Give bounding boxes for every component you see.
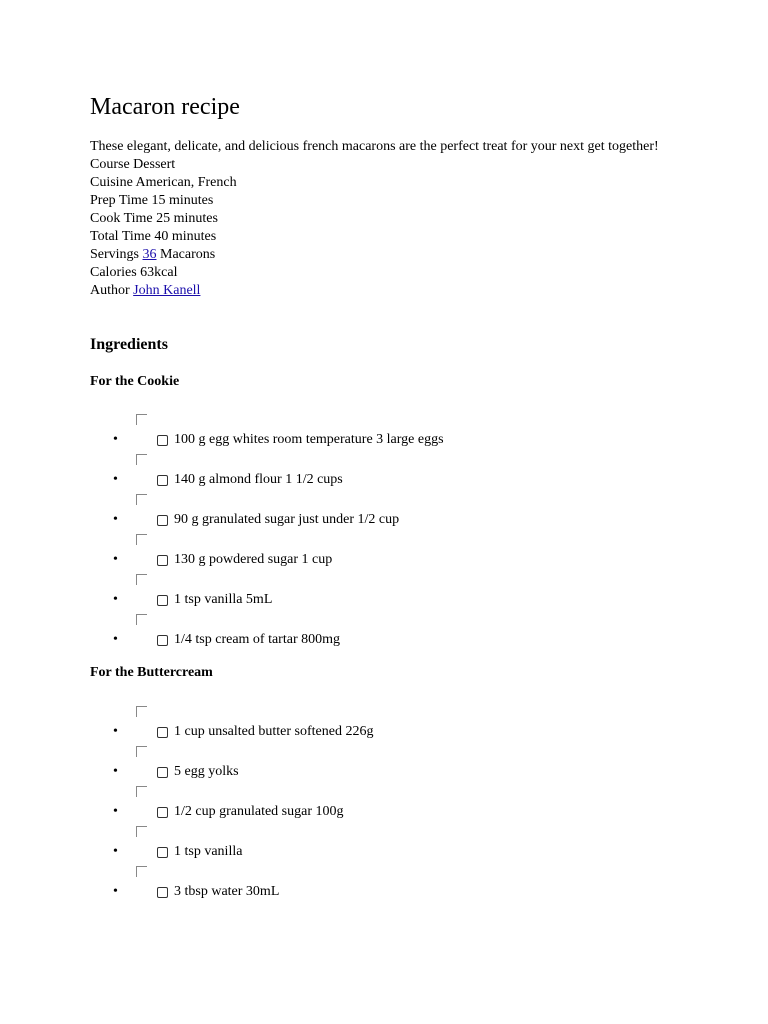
bullet-icon: • [113, 432, 118, 447]
checkbox-image-icon [136, 614, 147, 625]
bullet-icon: • [113, 512, 118, 527]
course-value: Dessert [133, 157, 176, 172]
ingredient-item [90, 551, 690, 591]
buttercream-ingredient-list [90, 723, 690, 923]
bullet-icon: • [113, 552, 118, 567]
checkbox-image-icon [136, 706, 147, 717]
total-time-value: 40 minutes [154, 229, 217, 244]
ingredient-item [90, 883, 690, 923]
checkbox-image-icon [136, 534, 147, 545]
page-title: Macaron recipe [90, 94, 240, 120]
bullet-icon: • [113, 884, 118, 899]
checkbox-image-icon [136, 826, 147, 837]
buttercream-section-heading: For the Buttercream [90, 665, 213, 680]
servings-row [90, 246, 660, 264]
calories-row [90, 264, 660, 282]
cookie-section-heading: For the Cookie [90, 374, 180, 389]
checkbox-image-icon [136, 866, 147, 877]
servings-unit: Macarons [160, 247, 216, 262]
checkbox-image-icon [136, 746, 147, 757]
ingredient-item [90, 511, 690, 551]
bullet-icon: • [113, 844, 118, 859]
ingredient-item [90, 471, 690, 511]
ingredient-text: 90 g granulated sugar just under 1/2 cup [174, 512, 400, 527]
author-link[interactable]: John Kanell [133, 283, 201, 298]
ingredient-checkbox[interactable] [157, 887, 168, 898]
checkbox-image-icon [136, 414, 147, 425]
ingredient-item [90, 843, 690, 883]
checkbox-image-icon [136, 454, 147, 465]
checkbox-image-icon [136, 494, 147, 505]
author-row [90, 282, 660, 300]
ingredient-text: 1 tsp vanilla 5mL [174, 592, 273, 607]
ingredient-text: 5 egg yolks [174, 764, 239, 779]
cuisine-value: American, French [135, 175, 237, 190]
ingredient-item [90, 723, 690, 763]
ingredient-text: 1 cup unsalted butter softened 226g [174, 724, 374, 739]
checkbox-image-icon [136, 786, 147, 797]
author-label: Author [90, 283, 130, 298]
ingredient-checkbox[interactable] [157, 767, 168, 778]
bullet-icon: • [113, 724, 118, 739]
servings-label: Servings [90, 247, 139, 262]
course-label: Course [90, 157, 130, 172]
checkbox-image-icon [136, 574, 147, 585]
ingredient-checkbox[interactable] [157, 515, 168, 526]
ingredient-text: 130 g powdered sugar 1 cup [174, 552, 333, 567]
course-row [90, 156, 660, 174]
servings-link[interactable]: 36 [142, 247, 157, 262]
cuisine-label: Cuisine [90, 175, 133, 190]
ingredient-text: 1/2 cup granulated sugar 100g [174, 804, 344, 819]
bullet-icon: • [113, 764, 118, 779]
ingredient-checkbox[interactable] [157, 807, 168, 818]
calories-label: Calories [90, 265, 137, 280]
recipe-meta [90, 138, 660, 300]
bullet-icon: • [113, 472, 118, 487]
ingredient-checkbox[interactable] [157, 595, 168, 606]
bullet-icon: • [113, 804, 118, 819]
recipe-description: These elegant, delicate, and delicious french macarons are the perfect treat for your next get together! [90, 139, 659, 154]
ingredient-checkbox[interactable] [157, 635, 168, 646]
ingredient-item [90, 431, 690, 471]
prep-time-value: 15 minutes [151, 193, 214, 208]
ingredient-text: 3 tbsp water 30mL [174, 884, 280, 899]
ingredient-item [90, 763, 690, 803]
ingredient-checkbox[interactable] [157, 555, 168, 566]
bullet-icon: • [113, 592, 118, 607]
calories-value: 63kcal [140, 265, 178, 280]
ingredient-text: 1/4 tsp cream of tartar 800mg [174, 632, 341, 647]
cook-time-label: Cook Time [90, 211, 153, 226]
ingredient-checkbox[interactable] [157, 475, 168, 486]
ingredient-item [90, 803, 690, 843]
total-time-row [90, 228, 660, 246]
ingredient-item [90, 591, 690, 631]
ingredients-heading: Ingredients [90, 336, 168, 353]
prep-time-label: Prep Time [90, 193, 148, 208]
ingredient-text: 140 g almond flour 1 1/2 cups [174, 472, 343, 487]
ingredient-text: 1 tsp vanilla [174, 844, 243, 859]
cookie-ingredient-list [90, 431, 690, 671]
ingredient-checkbox[interactable] [157, 847, 168, 858]
cook-time-value: 25 minutes [156, 211, 218, 226]
cuisine-row [90, 174, 660, 192]
bullet-icon: • [113, 632, 118, 647]
ingredient-text: 100 g egg whites room temperature 3 large eggs [174, 432, 444, 447]
prep-time-row [90, 192, 660, 210]
total-time-label: Total Time [90, 229, 151, 244]
ingredient-checkbox[interactable] [157, 435, 168, 446]
cook-time-row [90, 210, 660, 228]
ingredient-checkbox[interactable] [157, 727, 168, 738]
